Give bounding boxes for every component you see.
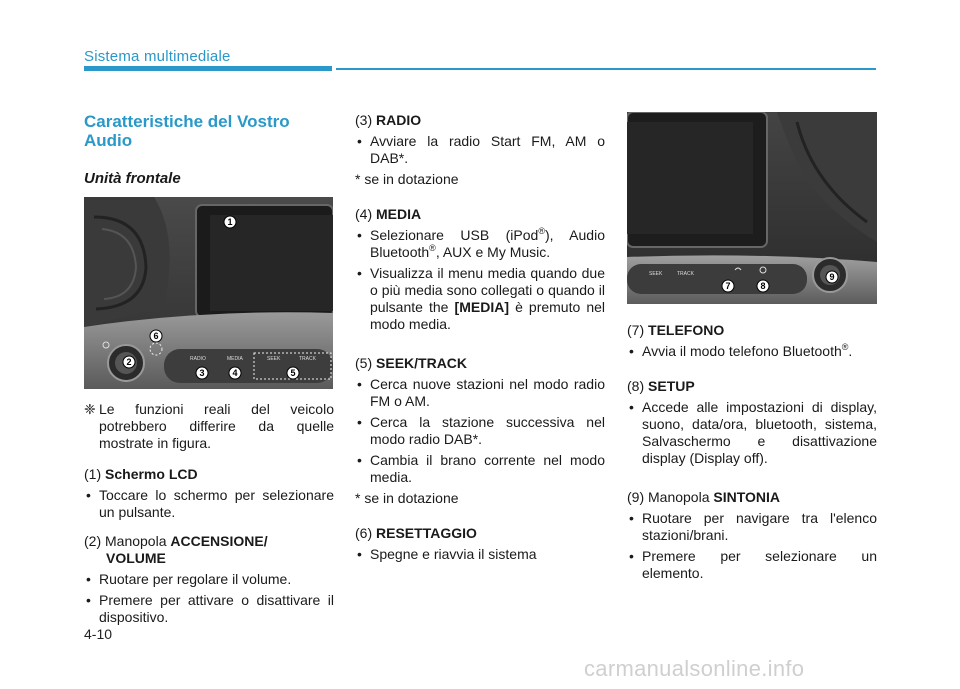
item-4-name: MEDIA: [376, 206, 422, 222]
item-3-footnote: * se in dotazione: [355, 171, 459, 187]
item-1-bullet-1: • Toccare lo schermo per selezionare un pulsante.: [84, 487, 334, 521]
item-9-heading: [627, 489, 877, 506]
item-4-number: (4): [355, 206, 373, 222]
item-8-bullet-1: • Accede alle impostazioni di display, suono, data/ora, bluetooth, sistema, Salvaschermo e disattivazione display (Display off).: [627, 399, 877, 467]
callout-1: 1: [227, 217, 233, 227]
item-7-heading: [627, 322, 877, 339]
item-1-heading: [84, 466, 334, 483]
item-1-name: Schermo LCD: [105, 466, 198, 482]
callout-8: 8: [760, 281, 766, 291]
item-4-bullet-1: • Selezionare USB (iPod®), Audio Bluetooth®, AUX e My Music.: [355, 227, 605, 261]
item-3-number: (3): [355, 112, 373, 128]
item-9-name: SINTONIA: [713, 489, 781, 505]
watermark: carmanualsonline.info: [584, 656, 805, 681]
item-1-number: (1): [84, 466, 102, 482]
callout-3: 3: [199, 368, 205, 378]
item-2-name-line1: ACCENSIONE/: [170, 533, 268, 549]
item-2-bullet-2: • Premere per attivare o disattivare il dispositivo.: [84, 592, 334, 626]
item-3-heading: [355, 112, 605, 129]
track-label-2: TRACK: [677, 271, 694, 277]
column-3: [627, 112, 877, 586]
item-7-number: (7): [627, 322, 645, 338]
page-number: 4-10: [84, 626, 113, 642]
item-8-number: (8): [627, 378, 645, 394]
item-5-heading: [355, 355, 605, 372]
callout-6: 6: [153, 331, 159, 341]
column-2: [355, 112, 605, 567]
track-label: TRACK: [299, 356, 316, 362]
seek-label-2: SEEK: [649, 271, 663, 277]
item-9-bullet-1: • Ruotare per navigare tra l'elenco stazioni/brani.: [627, 510, 877, 544]
section-heading: Caratteristiche del Vostro Audio: [84, 112, 290, 150]
item-6-heading: [355, 525, 605, 542]
radio-label: RADIO: [190, 356, 206, 362]
item-2-name-line2: VOLUME: [106, 550, 166, 566]
item-7-name: TELEFONO: [648, 322, 725, 338]
item-5-bullet-2: • Cerca la stazione successiva nel modo radio DAB*.: [355, 414, 605, 448]
note-symbol: ❈: [84, 401, 96, 417]
item-9-number: (9) Manopola: [627, 489, 710, 505]
column-1: [84, 112, 334, 630]
callout-7: 7: [725, 281, 731, 291]
item-3-name: RADIO: [376, 112, 422, 128]
item-5-footnote: * se in dotazione: [355, 490, 459, 506]
item-2-heading: [84, 533, 334, 550]
item-5-bullet-1: • Cerca nuove stazioni nel modo radio FM o AM.: [355, 376, 605, 410]
item-5-number: (5): [355, 355, 373, 371]
seek-label: SEEK: [267, 356, 281, 362]
section-title: Sistema multimediale: [84, 48, 231, 65]
header-bar-thin: [336, 68, 876, 70]
head-unit-image: [84, 197, 333, 389]
item-2-heading-cont: [84, 550, 334, 567]
note: [84, 401, 334, 452]
callout-2: 2: [126, 357, 132, 367]
item-2-bullet-1: • Ruotare per regolare il volume.: [84, 571, 334, 588]
item-4-heading: [355, 206, 605, 223]
note-text: Le funzioni reali del veicolo potrebbero differire da quelle mostrate in figura.: [99, 401, 334, 451]
item-5-bullet-3: • Cambia il brano corrente nel modo media.: [355, 452, 605, 486]
callout-9: 9: [829, 272, 835, 282]
header-bar-thick: [84, 66, 332, 71]
item-4-bullet-2: • Visualizza il menu media quando due o più media sono collegati o quando il pulsante the [MEDIA] è premuto nel modo media.: [355, 265, 605, 333]
media-label: MEDIA: [227, 356, 243, 362]
item-6-name: RESETTAGGIO: [376, 525, 477, 541]
sub-heading: Unità frontale: [84, 170, 181, 187]
callout-5: 5: [290, 368, 296, 378]
item-6-bullet-1: • Spegne e riavvia il sistema: [355, 546, 605, 563]
item-3-bullet-1: • Avviare la radio Start FM, AM o DAB*.: [355, 133, 605, 167]
controls-image: [627, 112, 877, 304]
item-8-name: SETUP: [648, 378, 695, 394]
item-2-number: (2) Manopola: [84, 533, 167, 549]
item-5-name: SEEK/TRACK: [376, 355, 468, 371]
item-7-bullet-1: • Avvia il modo telefono Bluetooth®.: [627, 343, 877, 360]
item-8-heading: [627, 378, 877, 395]
item-9-bullet-2: • Premere per selezionare un elemento.: [627, 548, 877, 582]
callout-4: 4: [232, 368, 238, 378]
item-6-number: (6): [355, 525, 373, 541]
